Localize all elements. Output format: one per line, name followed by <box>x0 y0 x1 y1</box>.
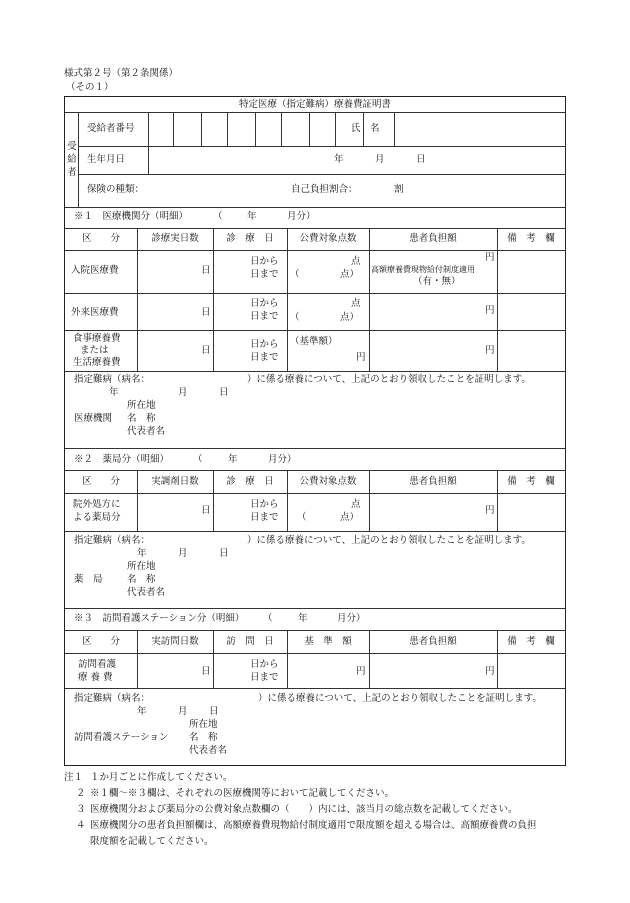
birth-date-label: 生年月日 <box>87 154 126 165</box>
birth-month-unit: 月 <box>375 154 385 165</box>
section3-heading: ※３ 訪問看護ステーション分（明細） <box>74 613 245 624</box>
insurance-type-label: 保険の種類： <box>87 184 145 195</box>
form-title: 特定医療（指定難病）療養費証明書 <box>238 99 391 110</box>
recipient-number-label: 受給者番号 <box>87 123 135 134</box>
section2-heading: ※２ 薬局分（明細） <box>74 454 170 465</box>
certificate-form: 特定医療（指定難病）療養費証明書 受 給 者 受給者番号 氏 名 生年月日 年 月 日 保険の種類： 自己負担割合： 割 ※１ 医療機関分（明細） （ 年 月分） 区 分 診療実日数 診 療 日 公費対象点数 患者負担額 備 考 欄 入院医療費 日 日から 日まで 点 （ 点） 円 高額療養費現物給付制度適用 （有・無） 外来医療費 日 日から 日まで 点 （ 点） 円 食事療養費 または 生活療養費 日 日から 日まで （基準額） 円 円 指定難病（病名： ）に係る療養について、上記のとおり領収したことを証明します。 年 月 日 所在地 医療機関 名 称 代表者名 ※２ 薬局分（明細） （ 年 月分） 区 分 実調剤日数 診 療 日 公費対象点数 患者負担額 備 考 欄 院外処方に よる薬局分 日 日から 日まで 点 （ 点） 円 指定難病（病名： ）に係る療養について、上記のとおり領収したことを証明します。 年 月 日 所在地 薬 局 名 称 代表者名 ※３ 訪問看護ステーション分（明細） （ 年 月分） 区 分 実訪問日数 訪 問 日 基 準 額 患者負担額 備 考 欄 訪問看護 療 養 費 日 日から 日まで 円 円 指定難病（病名： ）に係る療養について、上記のとおり領収したことを証明します。 年 月 日 所在地 訪問看護ステーション 名 称 代表者名 <box>64 96 566 766</box>
form-sub-number: （その１） <box>66 82 114 93</box>
copay-ratio-label: 自己負担割合： <box>291 184 358 195</box>
recipient-name-label: 氏 名 <box>351 123 380 134</box>
copay-ratio-unit: 割 <box>394 184 404 195</box>
section1-heading: ※１ 医療機関分（明細） <box>74 211 189 222</box>
form-number: 様式第２号（第２条関係） <box>64 68 179 79</box>
birth-day-unit: 日 <box>416 154 426 165</box>
birth-year-unit: 年 <box>334 154 344 165</box>
